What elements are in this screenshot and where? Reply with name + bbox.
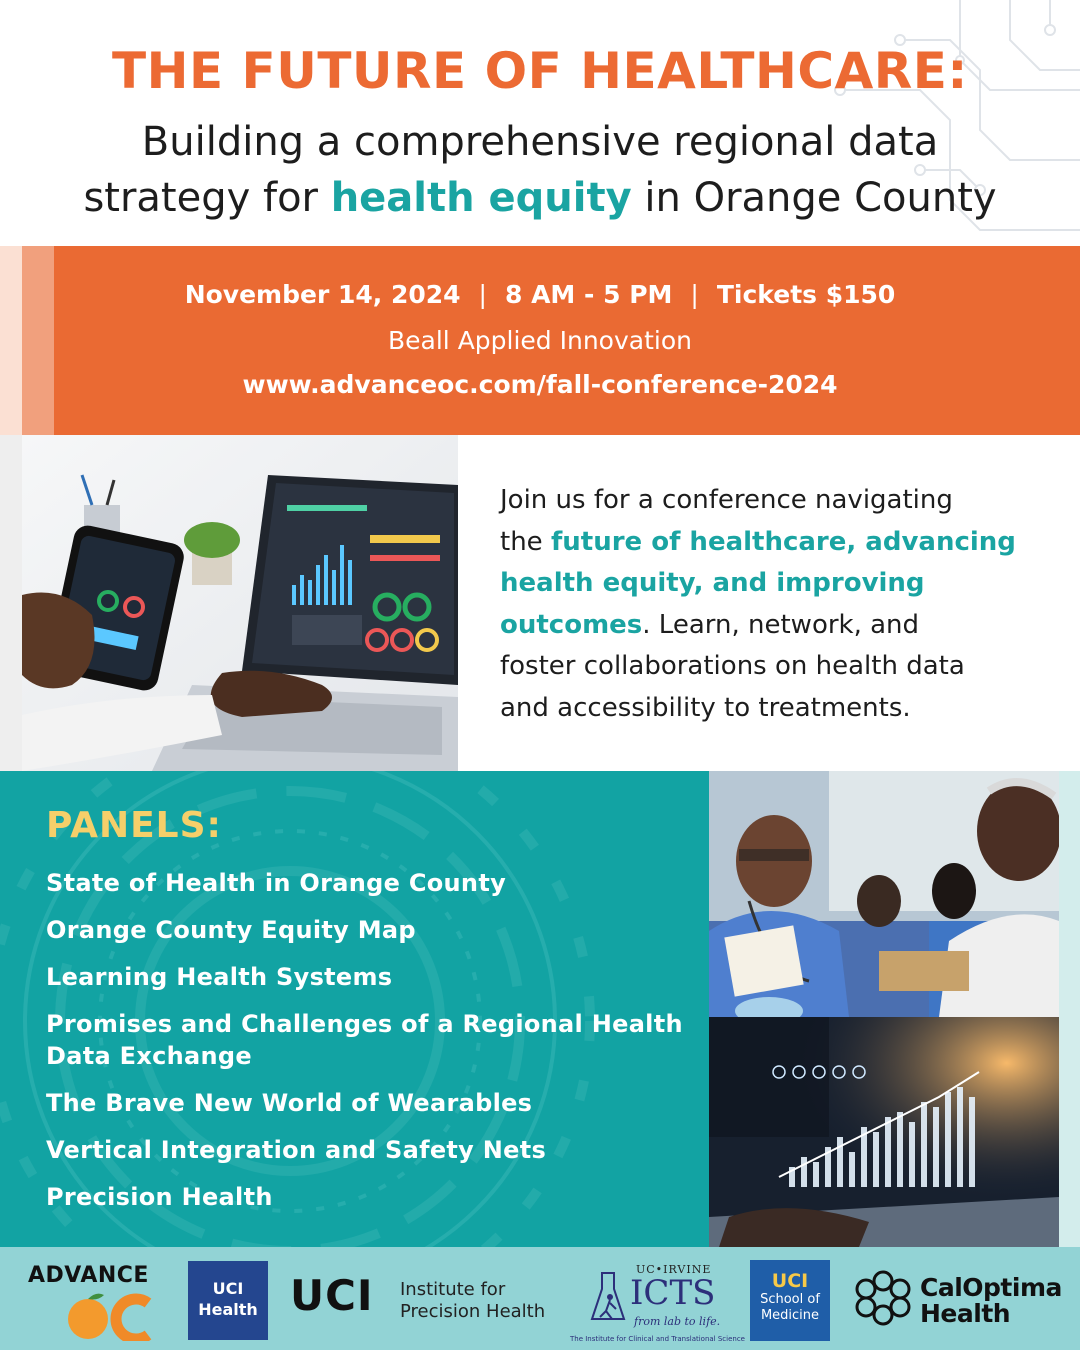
panel-list [46,867,696,1228]
intro-line: foster collaborations on health data [500,651,965,681]
separator: | [690,280,699,309]
icts-wordmark: ICTS [630,1273,716,1313]
intro-line: and accessibility to treatments. [500,692,911,723]
icts-full-name: The Institute for Clinical and Translational Science [570,1335,745,1343]
caloptima-icon [852,1267,914,1329]
intro-text: the [500,526,551,557]
flask-runner-icon [588,1269,628,1329]
separator: | [478,280,487,309]
uci-school-of-medicine-logo [750,1260,830,1341]
intro-highlight: outcomes [500,609,643,640]
uci-precision-health-logo [290,1271,570,1325]
intro-line [500,522,1060,564]
intro-text: . Learn, network, and [642,609,920,640]
panel-item: Promises and Challenges of a Regional Health Data Exchange [46,1010,683,1070]
analytics-laptop-photo [709,1017,1059,1247]
laptop-dashboard-photo [22,435,458,771]
icts-uc-irvine: UC•IRVINE [636,1263,712,1276]
event-tickets: Tickets $150 [716,280,896,309]
event-details-band [54,246,1080,435]
som-uci: UCI [771,1270,809,1292]
advance-oc-logo [28,1263,168,1343]
subtitle-text: in Orange County [631,175,997,221]
intro-line [500,605,1060,647]
sponsor-logos-bar [0,1247,1080,1350]
panels-title: PANELS: [46,805,222,846]
advance-oc-wordmark: ADVANCE [28,1263,149,1288]
accent-strip [22,246,54,435]
clinicians-photo [709,771,1059,1017]
subtitle-highlight: health equity [330,175,632,221]
panel-item: Vertical Integration and Safety Nets [46,1136,547,1164]
event-meta [54,280,1026,309]
panel-item: Orange County Equity Map [46,916,416,944]
panel-item: State of Health in Orange County [46,869,507,897]
caloptima-line1: CalOptima [920,1273,1062,1302]
event-url-link[interactable]: www.advanceoc.com/fall-conference-2024 [242,370,838,399]
uci-health-line1: UCI [212,1279,244,1298]
panel-item: The Brave New World of Wearables [46,1089,533,1117]
intro-paragraph [500,480,1060,729]
intro-line: Join us for a conference navigating [500,485,953,515]
subtitle-line-2 [0,170,1080,226]
event-venue: Beall Applied Innovation [388,326,692,355]
caloptima-line2: Health [920,1299,1011,1328]
intro-highlight: health equity, and improving [500,568,925,598]
header [0,0,1080,246]
uci-wordmark: UCI [290,1271,374,1320]
orange-icon [52,1289,172,1341]
panels-section [0,771,1080,1247]
subtitle-text: strategy for [83,175,331,221]
uci-health-line2: Health [198,1300,258,1319]
page-title: THE FUTURE OF HEALTHCARE: [112,42,968,100]
precision-health-line2: Precision Health [400,1301,546,1322]
accent-strip [1059,771,1080,1247]
accent-strip [0,246,22,435]
caloptima-health-logo [852,1271,1062,1331]
som-line3: Medicine [760,1308,820,1323]
panel-item: Precision Health [46,1183,273,1211]
event-time: 8 AM - 5 PM [504,280,673,309]
icts-logo [570,1263,745,1347]
accent-strip [0,435,22,771]
icts-tagline: from lab to life. [634,1315,721,1328]
precision-health-line1: Institute for [400,1279,506,1300]
page-subtitle [0,114,1080,226]
event-date: November 14, 2024 [184,280,461,309]
panel-item: Learning Health Systems [46,963,393,991]
som-line2: School of [760,1292,820,1307]
intro-highlight: future of healthcare, advancing [550,526,1016,557]
subtitle-line-1: Building a comprehensive regional data [141,119,939,165]
uci-health-logo [188,1261,268,1340]
